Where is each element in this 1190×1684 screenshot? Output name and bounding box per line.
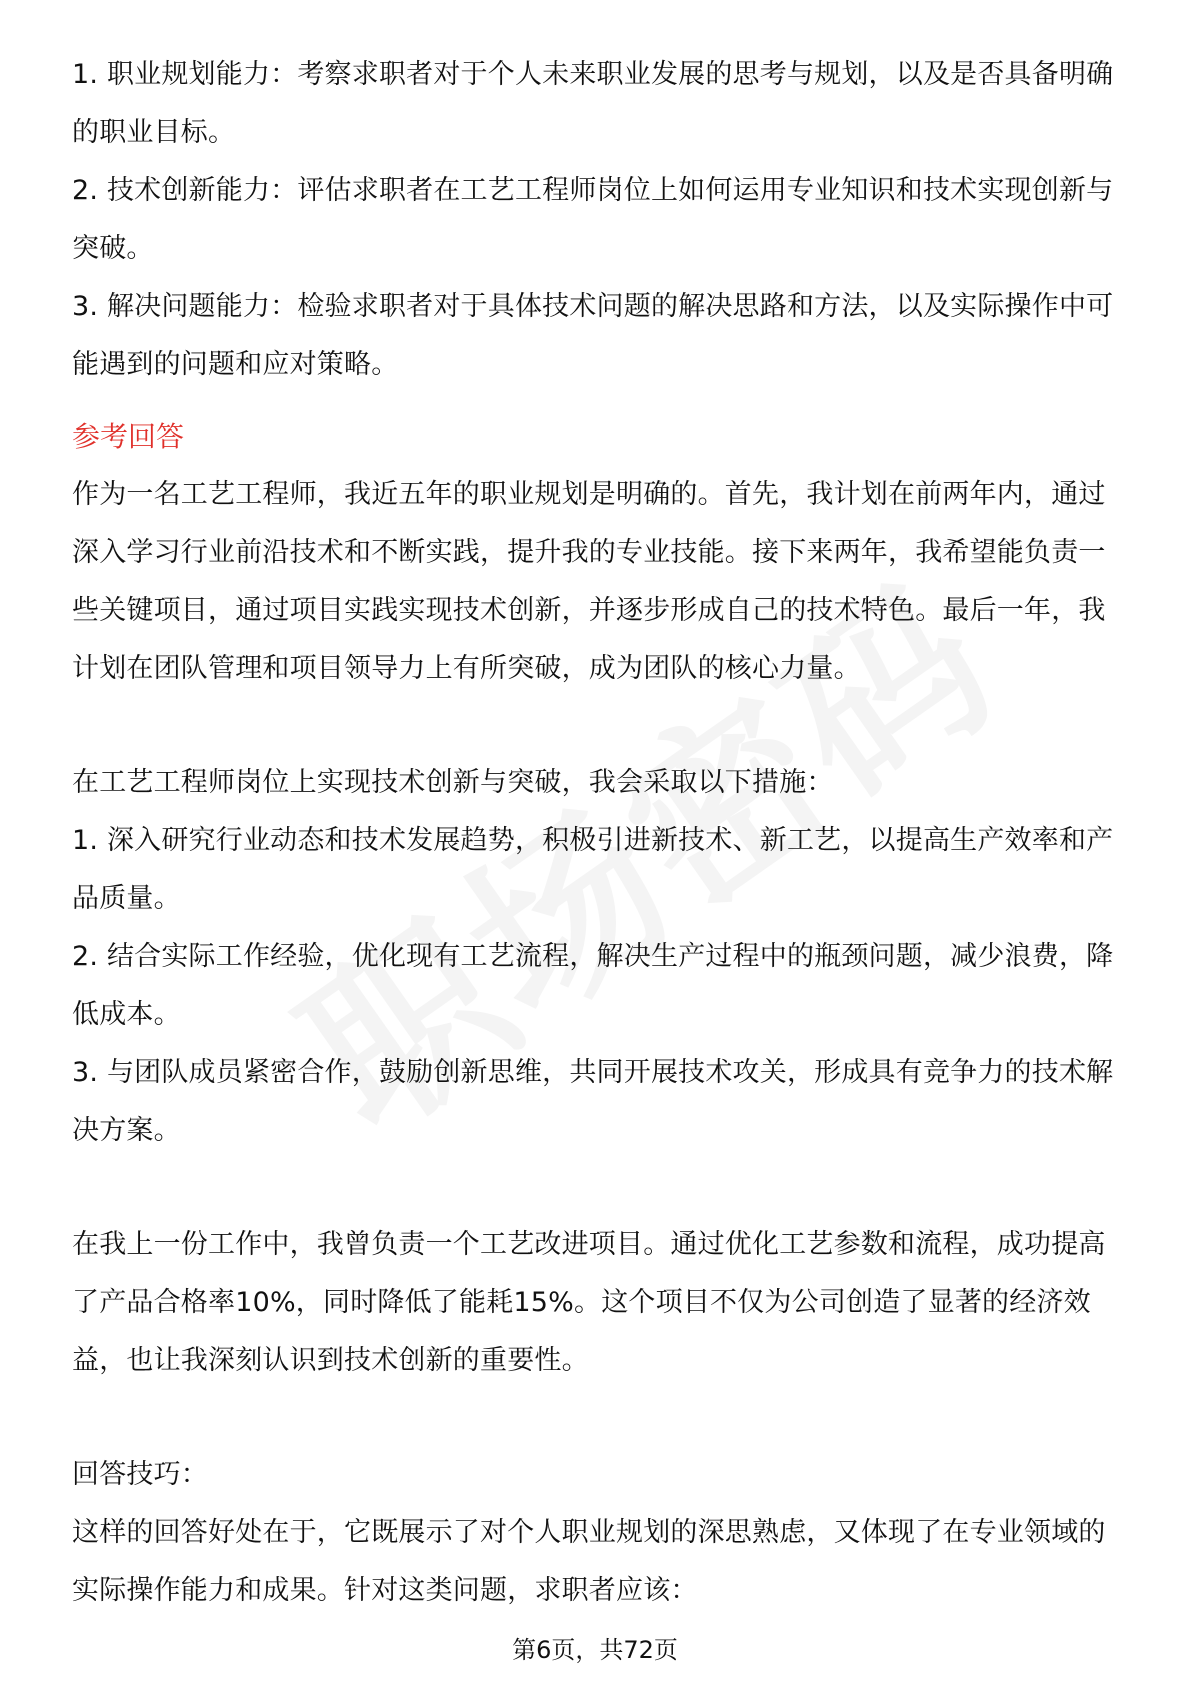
measure-item-3: 3. 与团队成员紧密合作，鼓励创新思维，共同开展技术攻关，形成具有竞争力的技术解决方案。 — [72, 1057, 1114, 1146]
paragraph-spacer — [72, 698, 1122, 754]
answer-intro-paragraph: 作为一名工艺工程师，我近五年的职业规划是明确的。首先，我计划在前两年内，通过深入学习行业前沿技术和不断实践，提升我的专业技能。接下来两年，我希望能负责一些关键项目，通过项目实践实现技术创新，并逐步形成自己的技术特色。最后一年，我计划在团队管理和项目领导力上有所突破，成为团队的核心力量。 — [72, 479, 1106, 684]
experience-paragraph: 在我上一份工作中，我曾负责一个工艺改进项目。通过优化工艺参数和流程，成功提高了产品合格率10%，同时降低了能耗15%。这个项目不仅为公司创造了显著的经济效益，也让我深刻认识到技术创新的重要性。 — [72, 1229, 1106, 1376]
paragraph-spacer — [72, 1160, 1122, 1216]
criterion-item-3: 3. 解决问题能力：检验求职者对于具体技术问题的解决思路和方法，以及实际操作中可能遇到的问题和应对策略。 — [72, 291, 1114, 380]
document-body — [72, 46, 1122, 1620]
measure-item-1: 1. 深入研究行业动态和技术发展趋势，积极引进新技术、新工艺，以提高生产效率和产品质量。 — [72, 825, 1114, 914]
page-number-footer: 第6页，共72页 — [512, 1636, 678, 1664]
measures-intro: 在工艺工程师岗位上实现技术创新与突破，我会采取以下措施： — [72, 767, 834, 798]
reference-answer-heading: 参考回答 — [72, 420, 185, 453]
measure-item-2: 2. 结合实际工作经验，优化现有工艺流程，解决生产过程中的瓶颈问题，减少浪费，降低成本。 — [72, 941, 1114, 1030]
criterion-item-2: 2. 技术创新能力：评估求职者在工艺工程师岗位上如何运用专业知识和技术实现创新与突破。 — [72, 175, 1114, 264]
tips-heading: 回答技巧： — [72, 1459, 208, 1490]
tips-paragraph: 这样的回答好处在于，它既展示了对个人职业规划的深思熟虑，又体现了在专业领域的实际操作能力和成果。针对这类问题，求职者应该： — [72, 1517, 1106, 1606]
paragraph-spacer — [72, 1390, 1122, 1446]
criterion-item-1: 1. 职业规划能力：考察求职者对于个人未来职业发展的思考与规划，以及是否具备明确的职业目标。 — [72, 59, 1114, 148]
